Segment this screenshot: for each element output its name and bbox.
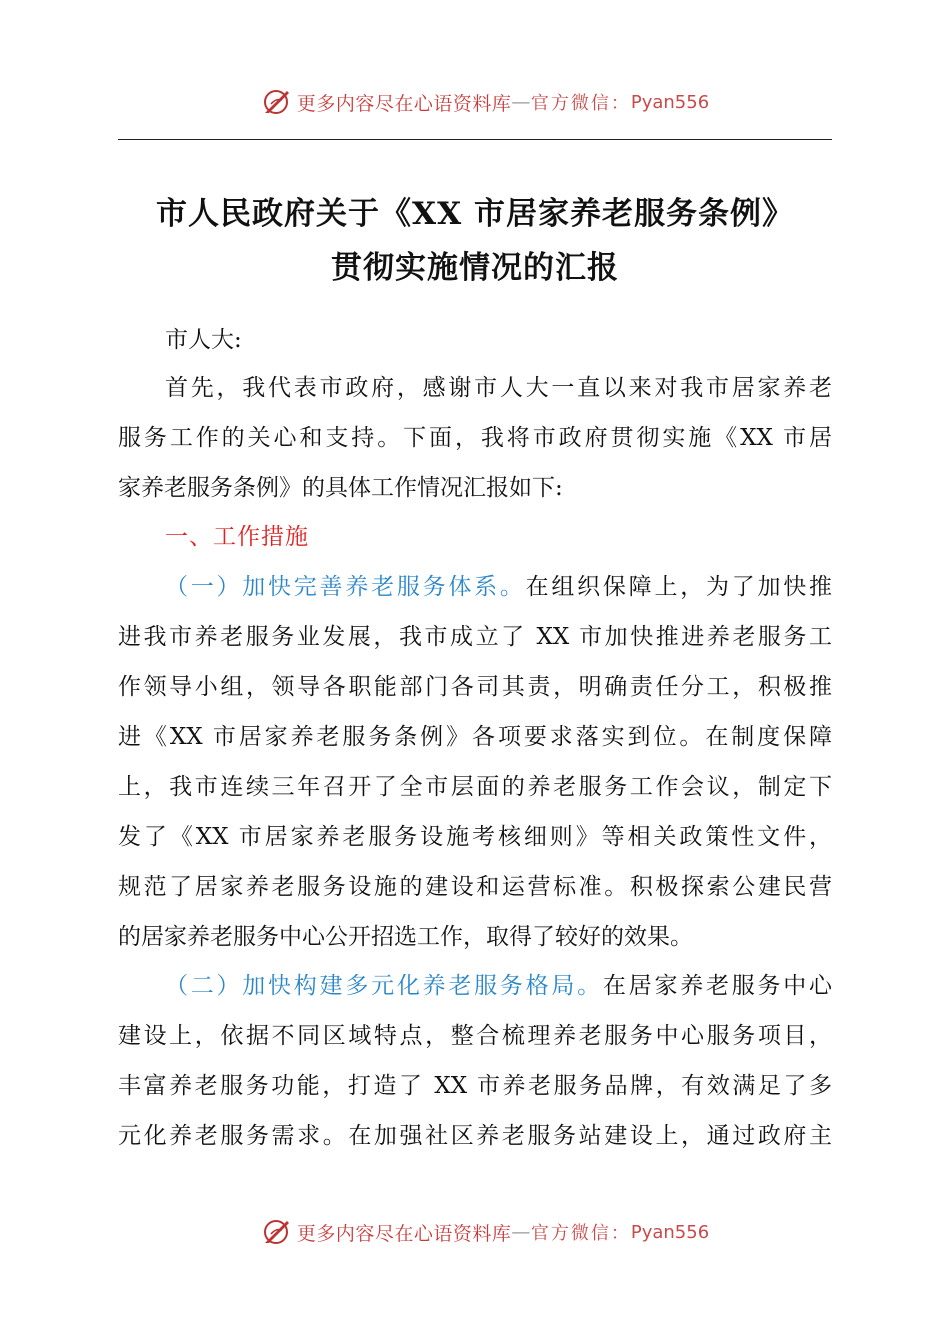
document-title-line-2: 贯彻实施情况的汇报	[331, 250, 619, 286]
para1-line: 上，我市连续三年召开了全市层面的养老服务工作会议，制定下	[118, 774, 832, 800]
para1-first-line	[165, 571, 832, 603]
section-heading: 一、工作措施	[165, 524, 309, 550]
banner-text: 更多内容尽在心语资料库	[296, 92, 512, 115]
header-divider	[118, 139, 832, 140]
banner-dash: —	[511, 91, 531, 113]
para2-line: 元化养老服务需求。在加强社区养老服务站建设上，通过政府主	[118, 1123, 832, 1149]
para1-line: 的居家养老服务中心公开招选工作，取得了较好的效果。	[118, 924, 693, 950]
para1-subheading: （一）加快完善养老服务体系。	[165, 574, 526, 600]
banner-text: 更多内容尽在心语资料库	[296, 1222, 512, 1245]
para1-line: 进我市养老服务业发展，我市成立了 XX 市加快推进养老服务工	[118, 624, 832, 650]
para2-first-line-text: 在居家养老服务中心	[602, 973, 833, 999]
footer-banner	[0, 1212, 950, 1252]
banner-wechat-label: 官方微信：	[530, 93, 631, 114]
intro-line: 首先，我代表市政府，感谢市人大一直以来对我市居家养老	[165, 375, 832, 401]
para2-subheading: （二）加快构建多元化养老服务格局。	[165, 973, 603, 999]
para1-line: 规范了居家养老服务设施的建设和运营标准。积极探索公建民营	[118, 874, 832, 900]
pen-logo-icon	[261, 1216, 293, 1248]
para1-first-line-text: 在组织保障上，为了加快推	[525, 574, 833, 600]
para2-line: 丰富养老服务功能，打造了 XX 市养老服务品牌，有效满足了多	[118, 1073, 832, 1099]
para1-line: 发了《XX 市居家养老服务设施考核细则》等相关政策性文件，	[118, 824, 832, 850]
para1-line: 进《XX 市居家养老服务条例》各项要求落实到位。在制度保障	[118, 724, 832, 750]
header-banner	[0, 82, 950, 122]
banner-dash: —	[511, 1221, 531, 1243]
banner-wechat-id: Pyan556	[630, 91, 710, 113]
para1-line: 作领导小组，领导各职能部门各司其责，明确责任分工，积极推	[118, 674, 832, 700]
intro-line: 家养老服务条例》的具体工作情况汇报如下:	[118, 475, 563, 501]
salutation: 市人大:	[165, 327, 242, 353]
para2-line: 建设上，依据不同区域特点，整合梳理养老服务中心服务项目，	[118, 1023, 832, 1049]
document-title-line-1: 市人民政府关于《XX 市居家养老服务条例》	[156, 196, 794, 232]
banner-wechat-id: Pyan556	[630, 1221, 710, 1243]
para2-first-line	[165, 970, 832, 1002]
intro-line: 服务工作的关心和支持。下面，我将市政府贯彻实施《XX 市居	[118, 425, 832, 451]
pen-logo-icon	[261, 86, 293, 118]
banner-wechat-label: 官方微信：	[530, 1223, 631, 1244]
